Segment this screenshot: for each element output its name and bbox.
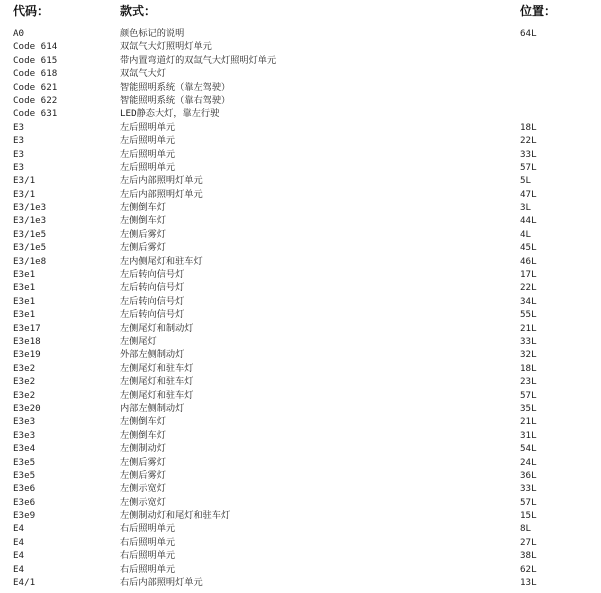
row-style: 双氙气大灯照明灯单元 [120, 41, 212, 53]
table-header [0, 0, 601, 22]
table-row [0, 375, 601, 388]
row-style: 左侧倒车灯 [120, 202, 166, 214]
table-row [0, 576, 601, 589]
table-row [0, 268, 601, 281]
row-code: E3/1e5 [13, 228, 47, 240]
row-code: E3e2 [13, 389, 36, 401]
row-style: 内部左侧制动灯 [120, 402, 185, 414]
row-code: Code 631 [13, 108, 58, 120]
table-row [0, 549, 601, 562]
row-code: Code 615 [13, 54, 58, 66]
table-row [0, 94, 601, 107]
table-row [0, 415, 601, 428]
table-row [0, 456, 601, 469]
row-style: 左侧倒车灯 [120, 416, 166, 428]
row-code: E3e1 [13, 295, 36, 307]
header-position: 位置： [520, 4, 557, 18]
row-position: 57L [520, 389, 537, 401]
table-row [0, 121, 601, 134]
table-row [0, 161, 601, 174]
row-code: E3/1e8 [13, 255, 47, 267]
row-position: 21L [520, 322, 537, 334]
row-position: 38L [520, 550, 537, 562]
row-style: 左后内部照明灯单元 [120, 188, 203, 200]
row-style: 外部左侧制动灯 [120, 349, 185, 361]
row-code: Code 622 [13, 94, 58, 106]
table-row [0, 255, 601, 268]
row-position: 47L [520, 188, 537, 200]
row-style: 左后照明单元 [120, 148, 176, 160]
row-style: 左后转向信号灯 [120, 295, 185, 307]
table-row [0, 81, 601, 94]
row-code: E3e1 [13, 269, 36, 281]
row-position: 57L [520, 496, 537, 508]
row-code: E3/1e3 [13, 215, 47, 227]
row-code: E3/1e3 [13, 202, 47, 214]
row-position: 35L [520, 402, 537, 414]
table-row [0, 214, 601, 227]
row-code: E3e17 [13, 322, 41, 334]
table-row [0, 389, 601, 402]
table-row [0, 563, 601, 576]
row-code: E3e18 [13, 335, 41, 347]
table-row [0, 402, 601, 415]
row-style: 左侧示宽灯 [120, 496, 166, 508]
row-style: 左后转向信号灯 [120, 269, 185, 281]
row-code: E3e5 [13, 469, 36, 481]
row-position: 33L [520, 148, 537, 160]
row-position: 44L [520, 215, 537, 227]
table-row [0, 188, 601, 201]
table-row [0, 536, 601, 549]
row-position: 64L [520, 28, 537, 39]
row-code: E3e2 [13, 376, 36, 388]
row-style: 右后照明单元 [120, 523, 176, 535]
table-row [0, 54, 601, 67]
row-style: 颜色标记的说明 [120, 28, 185, 39]
row-code: E4 [13, 550, 25, 562]
row-style: 右后内部照明灯单元 [120, 577, 203, 589]
row-style: 左侧尾灯和驻车灯 [120, 362, 194, 374]
row-position: 54L [520, 443, 537, 455]
row-code: E3e3 [13, 429, 36, 441]
row-code: E3/1e5 [13, 242, 47, 254]
row-code: E3e2 [13, 362, 36, 374]
row-code: E3 [13, 135, 25, 147]
row-position: 17L [520, 269, 537, 281]
row-style: 左侧尾灯 [120, 335, 157, 347]
row-style: 左侧后雾灯 [120, 228, 166, 240]
row-position: 34L [520, 295, 537, 307]
table-row [0, 482, 601, 495]
table-row [0, 148, 601, 161]
row-code: A0 [13, 28, 25, 39]
row-code: E3e6 [13, 483, 36, 495]
row-position: 4L [520, 228, 532, 240]
row-code: E3e1 [13, 282, 36, 294]
row-position: 36L [520, 469, 537, 481]
table-row [0, 201, 601, 214]
row-position: 46L [520, 255, 537, 267]
row-style: 左后照明单元 [120, 135, 176, 147]
row-position: 5L [520, 175, 532, 187]
row-style: 左后转向信号灯 [120, 282, 185, 294]
row-position: 33L [520, 335, 537, 347]
table-row [0, 509, 601, 522]
row-code: E4/1 [13, 577, 36, 589]
row-position: 22L [520, 135, 537, 147]
row-style: 左侧倒车灯 [120, 429, 166, 441]
row-position: 31L [520, 429, 537, 441]
row-position: 3L [520, 202, 532, 214]
row-position: 57L [520, 161, 537, 173]
row-code: E3 [13, 161, 25, 173]
row-style: 右后照明单元 [120, 536, 176, 548]
row-style: 带内置弯道灯的双氙气大灯照明灯单元 [120, 54, 277, 66]
row-position: 33L [520, 483, 537, 495]
row-code: E4 [13, 563, 25, 575]
table-row [0, 174, 601, 187]
row-style: 左侧尾灯和驻车灯 [120, 376, 194, 388]
row-position: 62L [520, 563, 537, 575]
row-code: Code 621 [13, 81, 58, 93]
table-row [0, 496, 601, 509]
row-style: 左侧后雾灯 [120, 469, 166, 481]
row-code: E3e19 [13, 349, 41, 361]
row-code: E4 [13, 536, 25, 548]
row-code: E3 [13, 148, 25, 160]
table-row [0, 107, 601, 120]
row-code: E3 [13, 121, 25, 133]
table-row [0, 281, 601, 294]
row-style: 左侧制动灯 [120, 443, 166, 455]
row-code: E3/1 [13, 188, 36, 200]
table-row [0, 322, 601, 335]
table-row [0, 442, 601, 455]
row-position: 27L [520, 536, 537, 548]
row-code: E3e1 [13, 309, 36, 321]
row-code: E3e3 [13, 416, 36, 428]
table-body [0, 27, 601, 589]
row-style: 左侧后雾灯 [120, 456, 166, 468]
row-position: 8L [520, 523, 532, 535]
row-code: E3e9 [13, 510, 36, 522]
row-style: 左内侧尾灯和驻车灯 [120, 255, 203, 267]
table-row [0, 134, 601, 147]
row-position: 55L [520, 309, 537, 321]
row-code: E3e20 [13, 402, 41, 414]
row-style: 智能照明系统（靠右驾驶） [120, 94, 231, 106]
row-style: 左侧倒车灯 [120, 215, 166, 227]
row-style: 左后照明单元 [120, 121, 176, 133]
table-row [0, 469, 601, 482]
row-code: E3e6 [13, 496, 36, 508]
row-code: Code 614 [13, 41, 58, 53]
row-style: 双氙气大灯 [120, 68, 166, 80]
header-style: 款式： [120, 4, 157, 18]
table-row [0, 362, 601, 375]
table-row [0, 348, 601, 361]
row-position: 23L [520, 376, 537, 388]
table-row [0, 335, 601, 348]
row-position: 18L [520, 121, 537, 133]
row-style: 右后照明单元 [120, 563, 176, 575]
row-style: 左侧尾灯和驻车灯 [120, 389, 194, 401]
row-style: LED静态大灯，靠左行驶 [120, 108, 220, 120]
table-row [0, 429, 601, 442]
row-style: 左后内部照明灯单元 [120, 175, 203, 187]
row-position: 22L [520, 282, 537, 294]
row-code: Code 618 [13, 68, 58, 80]
table-row [0, 241, 601, 254]
row-position: 45L [520, 242, 537, 254]
table-row [0, 228, 601, 241]
row-style: 左后转向信号灯 [120, 309, 185, 321]
row-position: 13L [520, 577, 537, 589]
row-code: E4 [13, 523, 25, 535]
row-style: 右后照明单元 [120, 550, 176, 562]
row-style: 左侧后雾灯 [120, 242, 166, 254]
row-style: 左侧示宽灯 [120, 483, 166, 495]
row-style: 左侧尾灯和制动灯 [120, 322, 194, 334]
row-position: 15L [520, 510, 537, 522]
table-row [0, 308, 601, 321]
table-row [0, 295, 601, 308]
row-position: 21L [520, 416, 537, 428]
table-row [0, 67, 601, 80]
table-row [0, 40, 601, 53]
row-style: 智能照明系统（靠左驾驶） [120, 81, 231, 93]
row-position: 32L [520, 349, 537, 361]
table-row [0, 27, 601, 40]
header-code: 代码： [13, 4, 50, 18]
row-style: 左侧制动灯和尾灯和驻车灯 [120, 510, 231, 522]
row-code: E3/1 [13, 175, 36, 187]
table-row [0, 522, 601, 535]
row-style: 左后照明单元 [120, 161, 176, 173]
row-code: E3e4 [13, 443, 36, 455]
row-position: 24L [520, 456, 537, 468]
row-position: 18L [520, 362, 537, 374]
row-code: E3e5 [13, 456, 36, 468]
